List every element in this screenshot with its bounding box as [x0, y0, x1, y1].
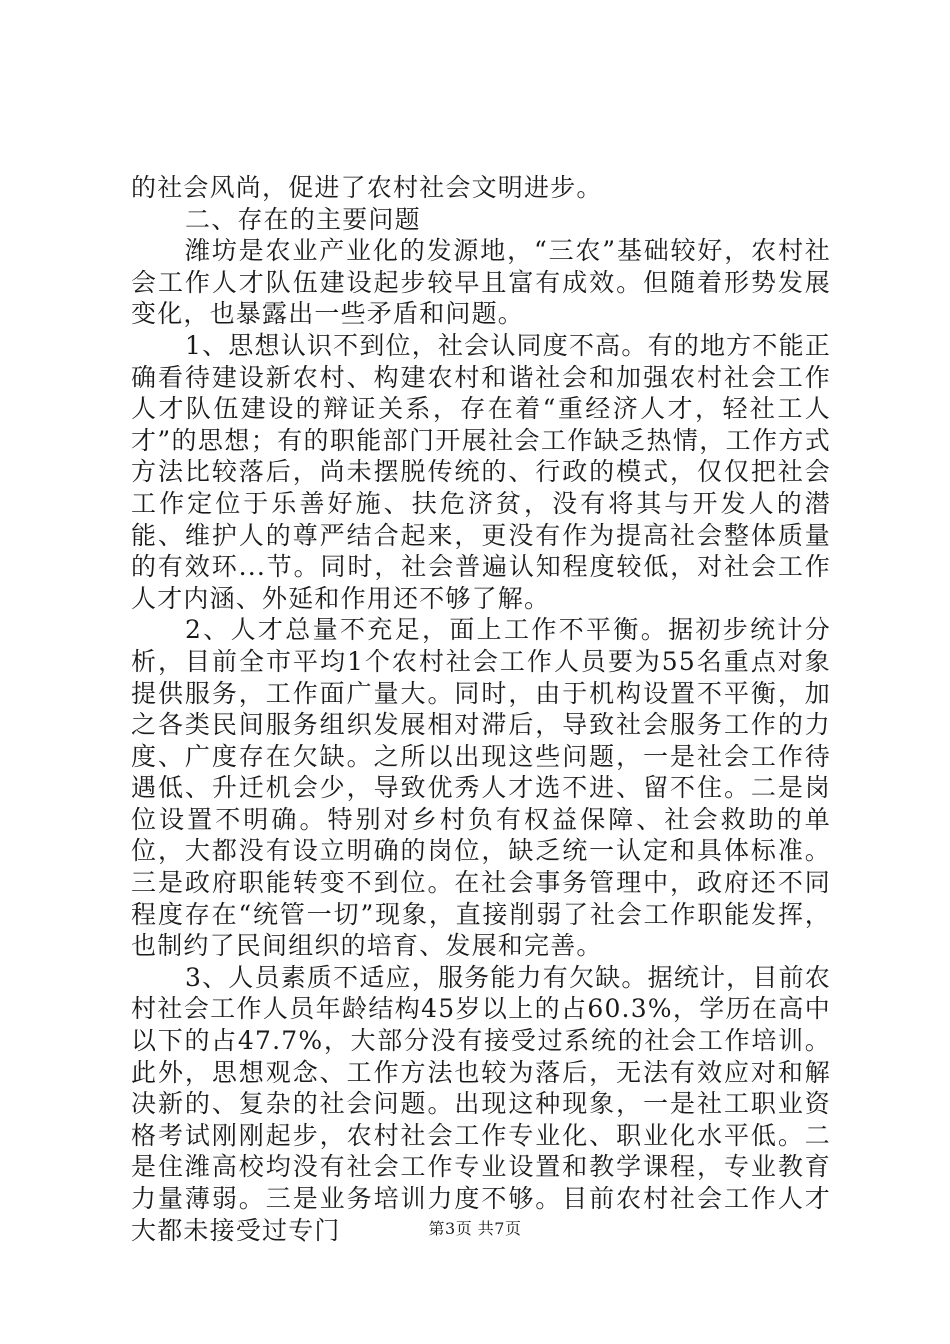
- paragraph-issue-2: 2、人才总量不充足，面上工作不平衡。据初步统计分析，目前全市平均1个农村社会工作人员要为55名重点对象提供服务，工作面广量大。同时，由于机构设置不平衡，加之各类民间服务组织发展相对滞后，导致社会服务工作的力度、广度存在欠缺。之所以出现这些问题，一是社会工作待遇低、升迁机会少，导致优秀人才选不进、留不住。二是岗位设置不明确。特别对乡村负有权益保障、社会救助的单位，大都没有设立明确的岗位，缺乏统一认定和具体标准。三是政府职能转变不到位。在社会事务管理中，政府还不同程度存在“统管一切”现象，直接削弱了社会工作职能发挥，也制约了民间组织的培育、发展和完善。: [131, 615, 831, 961]
- document-body: [131, 172, 831, 1246]
- page-footer: 第3页 共7页: [428, 1219, 522, 1238]
- paragraph-continuation: 的社会风尚，促进了农村社会文明进步。: [131, 173, 603, 202]
- paragraph-issue-3: 3、人员素质不适应，服务能力有欠缺。据统计，目前农村社会工作人员年龄结构45岁以上的占60.3%，学历在高中以下的占47.7%，大部分没有接受过系统的社会工作培训。此外，思想观念、工作方法也较为落后，无法有效应对和解决新的、复杂的社会问题。出现这种现象，一是社工职业资格考试刚刚起步，农村社会工作专业化、职业化水平低。二是住潍高校均没有社会工作专业设置和教学课程，专业教育力量薄弱。三是业务培训力度不够。目前农村社会工作人才大都未接受过专门: [131, 962, 831, 1245]
- section-heading: 二、存在的主要问题: [185, 204, 421, 234]
- paragraph-issue-1: 1、思想认识不到位，社会认同度不高。有的地方不能正确看待建设新农村、构建农村和谐社会和加强农村社会工作人才队伍建设的辩证关系，存在着“重经济人才，轻社工人才”的思想；有的职能部门开展社会工作缺乏热情，工作方式方法比较落后，尚未摆脱传统的、行政的模式，仅仅把社会工作定位于乐善好施、扶危济贫，没有将其与开发人的潜能、维护人的尊严结合起来，更没有作为提高社会整体质量的有效环...节。同时，社会普遍认知程度较低，对社会工作人才内涵、外延和作用还不够了解。: [131, 330, 831, 613]
- paragraph-intro: 潍坊是农业产业化的发源地，“三农”基础较好，农村社会工作人才队伍建设起步较早且富有成效。但随着形势发展变化，也暴露出一些矛盾和问题。: [131, 236, 831, 329]
